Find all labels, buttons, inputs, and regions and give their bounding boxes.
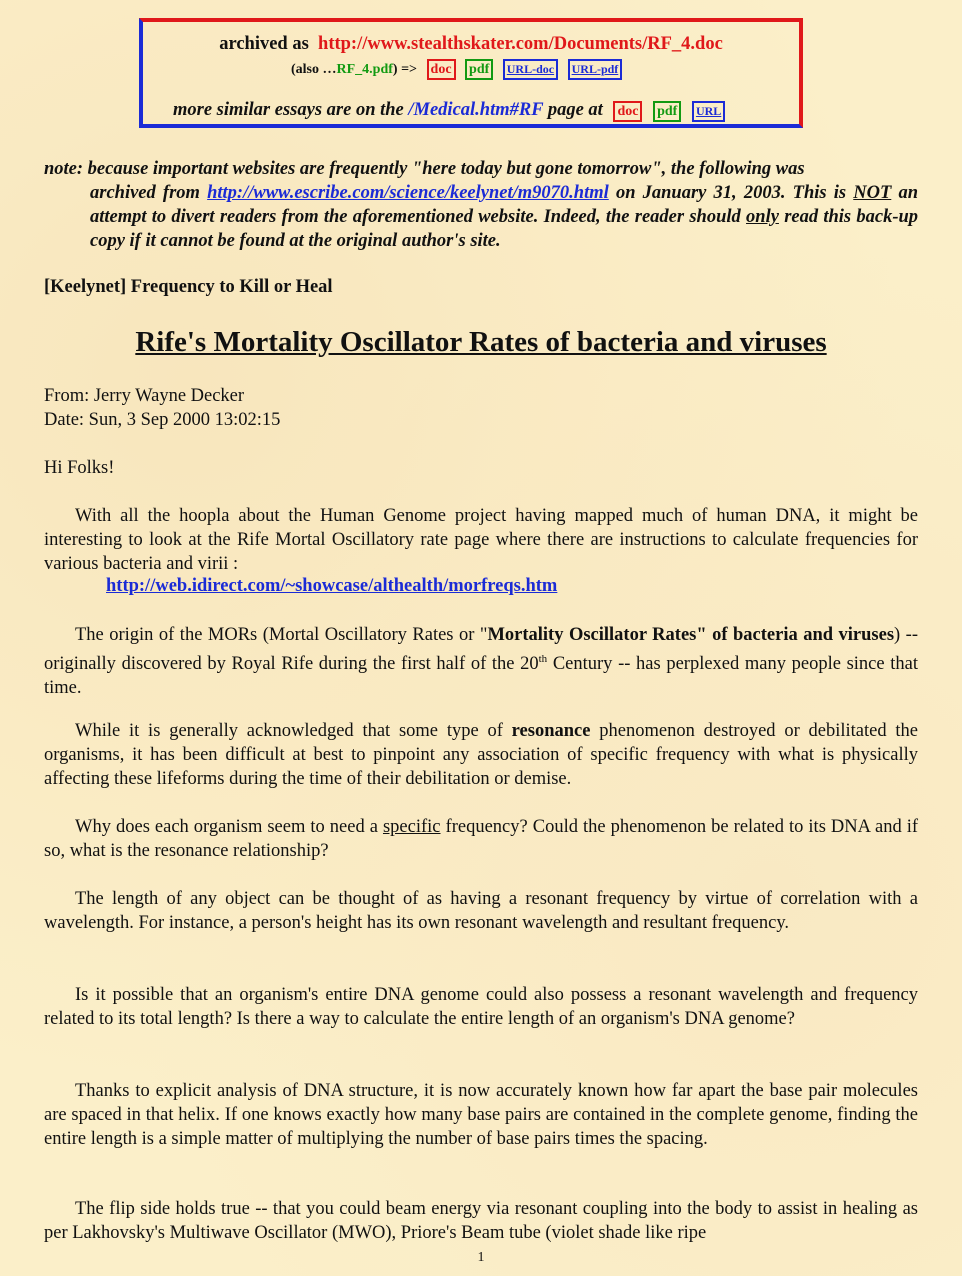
url-button-2[interactable]: URL (692, 101, 725, 122)
paragraph-8: The flip side holds true -- that you could beam energy via resonant coupling into the body to assist in healing as per Lakhovsky's Multiwave Oscillator (MWO), Priore's Beam tube (violet shade like ripe (44, 1199, 918, 1243)
p4-specific: specific (382, 817, 441, 837)
note-lead: note: because important websites are frequently "here today but gone tomorrow", the following was (44, 159, 805, 179)
morfreqs-link[interactable]: http://web.idirect.com/~showcase/althealth/morfreqs.htm (106, 576, 558, 596)
also-close: ) => (392, 62, 418, 77)
p3-b: phenomenon destroyed or debilitated the organisms, it has been difficult at best to pinpoint any association of specific frequency with what is physically affecting these lifeforms during the time of their debilitation or demise. (44, 721, 919, 789)
url-doc-button[interactable]: URL-doc (503, 59, 558, 80)
p3-a: While it is generally acknowledged that some type of (75, 721, 503, 741)
paragraph-7: Thanks to explicit analysis of DNA structure, it is now accurately known how far apart the base pair molecules are spaced in that helix. If one knows exactly how many base pairs are contained in the complete genome, finding the entire length is a simple matter of multiplying the number of base pairs times the spacing. (44, 1081, 918, 1149)
more-essays-line (173, 100, 725, 122)
more-page-at: page at (547, 100, 603, 120)
note-tail: read this back-up copy if it cannot be found at the original author's site. (90, 207, 919, 251)
p2-a: The origin of the MORs (Mortal Oscillatory Rates or " (75, 625, 488, 645)
pdf-button[interactable]: pdf (465, 59, 493, 80)
note-only: only (746, 207, 779, 227)
p4-b: frequency? Could the phenomenon be related to its DNA and if so, what is the resonance relationship? (44, 817, 919, 861)
archived-label: archived as (219, 34, 309, 54)
note-divert: an attempt to divert readers from the aforementioned website. Indeed, the reader should (90, 183, 919, 227)
note-date: on January 31, 2003. This is (615, 183, 847, 203)
page-title: Rife's Mortality Oscillator Rates of bacteria and viruses (135, 326, 827, 358)
more-essays-text: more similar essays are on the (173, 100, 404, 120)
keelynet-subject: [Keelynet] Frequency to Kill or Heal (44, 277, 333, 297)
archive-header-box (139, 18, 803, 128)
paragraph-5: The length of any object can be thought of as having a resonant frequency by virtue of correlation with a wavelength. For instance, a person's height has its own resonant wavelength and resultant frequency. (44, 889, 918, 933)
doc-button-2[interactable]: doc (613, 101, 642, 122)
note-archived-from: archived from (90, 183, 200, 203)
also-pdf-link[interactable]: RF_4.pdf (336, 62, 393, 77)
greeting: Hi Folks! (44, 458, 115, 478)
p2-b: ) -- originally discovered by Royal Rife during the first half of the 20 (44, 625, 918, 675)
note-not: NOT (853, 183, 892, 203)
also-line (291, 59, 622, 80)
page-number: 1 (477, 1250, 485, 1265)
meta-date: Date: Sun, 3 Sep 2000 13:02:15 (44, 410, 281, 430)
original-url-link[interactable]: http://www.escribe.com/science/keelynet/m9070.html (207, 183, 609, 203)
meta-from: From: Jerry Wayne Decker (44, 386, 245, 406)
url-pdf-button[interactable]: URL-pdf (568, 59, 623, 80)
archive-note (44, 157, 918, 253)
archived-url-link[interactable]: http://www.stealthskater.com/Documents/RF_4.doc (318, 34, 723, 54)
p2-c: Century -- has perplexed many people since that time. (44, 654, 918, 699)
doc-button[interactable]: doc (427, 59, 456, 80)
paragraph-3 (44, 719, 918, 791)
paragraph-6: Is it possible that an organism's entire DNA genome could also possess a resonant wavelength and frequency related to its total length? Is there a way to calculate the entire length of an organism's DNA genome? (44, 985, 918, 1029)
pdf-button-2[interactable]: pdf (653, 101, 681, 122)
medical-page-link[interactable]: /Medical.htm#RF (408, 100, 544, 120)
p2-sup: th (538, 653, 548, 665)
paragraph-1: With all the hoopla about the Human Genome project having mapped much of human DNA, it might be interesting to look at the Rife Mortal Oscillatory rate page where there are instructions to calculate frequencies for various bacteria and virii : (44, 506, 918, 574)
archived-line (143, 34, 799, 55)
p2-bold: Mortality Oscillator Rates" of bacteria and viruses (487, 625, 895, 645)
p3-bold: resonance (511, 721, 591, 741)
paragraph-4 (44, 815, 918, 863)
also-open: (also … (291, 62, 337, 77)
paragraph-2 (44, 623, 918, 700)
p4-a: Why does each organism seem to need a (75, 817, 378, 837)
